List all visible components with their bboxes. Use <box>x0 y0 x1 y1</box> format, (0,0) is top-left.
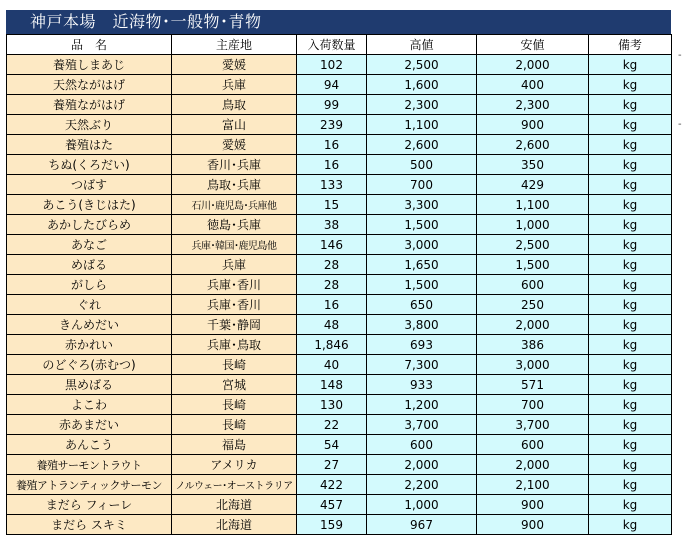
table-row <box>7 415 672 435</box>
low-price-cell: 2,000 <box>477 315 589 335</box>
item-name-cell: 養殖しまあじ <box>7 55 172 75</box>
remarks-cell: kg <box>589 395 672 415</box>
origin-cell: 石川･鹿児島･兵庫他 <box>172 195 297 215</box>
remarks-cell: kg <box>589 55 672 75</box>
table-row <box>7 335 672 355</box>
quantity-cell: 48 <box>297 315 367 335</box>
price-sheet <box>6 10 671 535</box>
quantity-cell: 15 <box>297 195 367 215</box>
quantity-cell: 99 <box>297 95 367 115</box>
item-name-cell: がしら <box>7 275 172 295</box>
origin-cell: 福島 <box>172 435 297 455</box>
quantity-cell: 16 <box>297 135 367 155</box>
origin-cell: アメリカ <box>172 455 297 475</box>
quantity-cell: 16 <box>297 295 367 315</box>
quantity-cell: 16 <box>297 155 367 175</box>
table-row <box>7 215 672 235</box>
item-name-cell: 養殖サーモントラウト <box>7 455 172 475</box>
origin-cell: 兵庫･鳥取 <box>172 335 297 355</box>
quantity-cell: 130 <box>297 395 367 415</box>
low-price-cell: 3,700 <box>477 415 589 435</box>
low-price-cell: 700 <box>477 395 589 415</box>
low-price-cell: 600 <box>477 275 589 295</box>
item-name-cell: まだら スキミ <box>7 515 172 535</box>
origin-cell: 兵庫･香川 <box>172 275 297 295</box>
remarks-cell: kg <box>589 235 672 255</box>
origin-cell: 徳島･兵庫 <box>172 215 297 235</box>
item-name-cell: めばる <box>7 255 172 275</box>
low-price-cell: 571 <box>477 375 589 395</box>
low-price-cell: 2,000 <box>477 455 589 475</box>
quantity-cell: 38 <box>297 215 367 235</box>
item-name-cell: あかしたびらめ <box>7 215 172 235</box>
origin-cell: 長崎 <box>172 395 297 415</box>
remarks-cell: kg <box>589 115 672 135</box>
origin-cell: 兵庫 <box>172 255 297 275</box>
origin-cell: 鳥取 <box>172 95 297 115</box>
item-name-cell: あなご <box>7 235 172 255</box>
low-price-cell: 900 <box>477 495 589 515</box>
origin-cell: 愛媛 <box>172 55 297 75</box>
quantity-cell: 94 <box>297 75 367 95</box>
remarks-cell: kg <box>589 75 672 95</box>
item-name-cell: きんめだい <box>7 315 172 335</box>
remarks-cell: kg <box>589 475 672 495</box>
table-row <box>7 155 672 175</box>
remarks-cell: kg <box>589 155 672 175</box>
header-high-price: 高値 <box>367 35 477 55</box>
high-price-cell: 3,800 <box>367 315 477 335</box>
high-price-cell: 1,000 <box>367 495 477 515</box>
remarks-cell: kg <box>589 215 672 235</box>
high-price-cell: 2,000 <box>367 455 477 475</box>
remarks-cell: kg <box>589 415 672 435</box>
high-price-cell: 650 <box>367 295 477 315</box>
low-price-cell: 2,000 <box>477 55 589 75</box>
high-price-cell: 1,100 <box>367 115 477 135</box>
high-price-cell: 2,300 <box>367 95 477 115</box>
remarks-cell: kg <box>589 495 672 515</box>
low-price-cell: 1,100 <box>477 195 589 215</box>
table-row <box>7 95 672 115</box>
remarks-cell: kg <box>589 455 672 475</box>
high-price-cell: 1,500 <box>367 275 477 295</box>
origin-cell: ノルウェー･オーストラリア <box>172 475 297 495</box>
quantity-cell: 146 <box>297 235 367 255</box>
remarks-cell: kg <box>589 295 672 315</box>
header-row <box>7 35 672 55</box>
high-price-cell: 2,500 <box>367 55 477 75</box>
high-price-cell: 1,600 <box>367 75 477 95</box>
origin-cell: 北海道 <box>172 515 297 535</box>
low-price-cell: 1,000 <box>477 215 589 235</box>
table-row <box>7 195 672 215</box>
side-marks <box>678 50 682 130</box>
remarks-cell: kg <box>589 355 672 375</box>
table-row <box>7 55 672 75</box>
high-price-cell: 1,500 <box>367 215 477 235</box>
quantity-cell: 28 <box>297 255 367 275</box>
item-name-cell: あんこう <box>7 435 172 455</box>
quantity-cell: 422 <box>297 475 367 495</box>
high-price-cell: 967 <box>367 515 477 535</box>
table-row <box>7 475 672 495</box>
low-price-cell: 250 <box>477 295 589 315</box>
high-price-cell: 600 <box>367 435 477 455</box>
origin-cell: 千葉･静岡 <box>172 315 297 335</box>
header-low-price: 安値 <box>477 35 589 55</box>
header-item-name: 品 名 <box>7 35 172 55</box>
quantity-cell: 239 <box>297 115 367 135</box>
low-price-cell: 2,100 <box>477 475 589 495</box>
side-mark: - <box>678 119 682 130</box>
low-price-cell: 600 <box>477 435 589 455</box>
table-row <box>7 235 672 255</box>
quantity-cell: 1,846 <box>297 335 367 355</box>
item-name-cell: 赤かれい <box>7 335 172 355</box>
table-row <box>7 495 672 515</box>
origin-cell: 兵庫･韓国･鹿児島他 <box>172 235 297 255</box>
low-price-cell: 2,300 <box>477 95 589 115</box>
remarks-cell: kg <box>589 95 672 115</box>
remarks-cell: kg <box>589 135 672 155</box>
quantity-cell: 54 <box>297 435 367 455</box>
low-price-cell: 386 <box>477 335 589 355</box>
item-name-cell: 養殖ながはげ <box>7 95 172 115</box>
remarks-cell: kg <box>589 515 672 535</box>
low-price-cell: 400 <box>477 75 589 95</box>
origin-cell: 鳥取･兵庫 <box>172 175 297 195</box>
table-row <box>7 375 672 395</box>
header-quantity: 入荷数量 <box>297 35 367 55</box>
quantity-cell: 40 <box>297 355 367 375</box>
high-price-cell: 2,600 <box>367 135 477 155</box>
origin-cell: 兵庫･香川 <box>172 295 297 315</box>
item-name-cell: 天然ぶり <box>7 115 172 135</box>
origin-cell: 宮城 <box>172 375 297 395</box>
remarks-cell: kg <box>589 335 672 355</box>
high-price-cell: 693 <box>367 335 477 355</box>
origin-cell: 北海道 <box>172 495 297 515</box>
high-price-cell: 3,000 <box>367 235 477 255</box>
remarks-cell: kg <box>589 375 672 395</box>
origin-cell: 香川･兵庫 <box>172 155 297 175</box>
origin-cell: 兵庫 <box>172 75 297 95</box>
low-price-cell: 429 <box>477 175 589 195</box>
header-origin: 主産地 <box>172 35 297 55</box>
origin-cell: 愛媛 <box>172 135 297 155</box>
low-price-cell: 900 <box>477 515 589 535</box>
origin-cell: 長崎 <box>172 355 297 375</box>
low-price-cell: 2,500 <box>477 235 589 255</box>
quantity-cell: 102 <box>297 55 367 75</box>
table-row <box>7 515 672 535</box>
high-price-cell: 2,200 <box>367 475 477 495</box>
table-body <box>7 55 672 535</box>
low-price-cell: 2,600 <box>477 135 589 155</box>
remarks-cell: kg <box>589 195 672 215</box>
remarks-cell: kg <box>589 175 672 195</box>
quantity-cell: 27 <box>297 455 367 475</box>
item-name-cell: のどぐろ(赤むつ) <box>7 355 172 375</box>
table-row <box>7 115 672 135</box>
item-name-cell: 養殖はた <box>7 135 172 155</box>
high-price-cell: 933 <box>367 375 477 395</box>
quantity-cell: 148 <box>297 375 367 395</box>
table-row <box>7 175 672 195</box>
item-name-cell: よこわ <box>7 395 172 415</box>
item-name-cell: 天然ながはげ <box>7 75 172 95</box>
table-row <box>7 75 672 95</box>
item-name-cell: あこう(きじはた) <box>7 195 172 215</box>
item-name-cell: ぐれ <box>7 295 172 315</box>
header-remarks: 備考 <box>589 35 672 55</box>
high-price-cell: 1,200 <box>367 395 477 415</box>
item-name-cell: 赤あまだい <box>7 415 172 435</box>
high-price-cell: 3,300 <box>367 195 477 215</box>
table-row <box>7 295 672 315</box>
low-price-cell: 350 <box>477 155 589 175</box>
item-name-cell: 養殖アトランティックサーモン <box>7 475 172 495</box>
origin-cell: 富山 <box>172 115 297 135</box>
item-name-cell: ちぬ(くろだい) <box>7 155 172 175</box>
table-row <box>7 315 672 335</box>
quantity-cell: 457 <box>297 495 367 515</box>
remarks-cell: kg <box>589 255 672 275</box>
table-row <box>7 275 672 295</box>
sheet-title: 神戸本場 近海物･一般物･青物 <box>6 10 671 34</box>
quantity-cell: 28 <box>297 275 367 295</box>
origin-cell: 長崎 <box>172 415 297 435</box>
table-row <box>7 355 672 375</box>
high-price-cell: 3,700 <box>367 415 477 435</box>
remarks-cell: kg <box>589 275 672 295</box>
low-price-cell: 1,500 <box>477 255 589 275</box>
item-name-cell: まだら フィーレ <box>7 495 172 515</box>
high-price-cell: 500 <box>367 155 477 175</box>
high-price-cell: 7,300 <box>367 355 477 375</box>
side-mark: - <box>678 50 682 61</box>
table-row <box>7 255 672 275</box>
price-table <box>6 34 672 535</box>
high-price-cell: 1,650 <box>367 255 477 275</box>
quantity-cell: 133 <box>297 175 367 195</box>
table-row <box>7 435 672 455</box>
item-name-cell: 黒めばる <box>7 375 172 395</box>
table-row <box>7 135 672 155</box>
low-price-cell: 3,000 <box>477 355 589 375</box>
remarks-cell: kg <box>589 315 672 335</box>
item-name-cell: つばす <box>7 175 172 195</box>
quantity-cell: 22 <box>297 415 367 435</box>
quantity-cell: 159 <box>297 515 367 535</box>
high-price-cell: 700 <box>367 175 477 195</box>
table-row <box>7 455 672 475</box>
table-row <box>7 395 672 415</box>
remarks-cell: kg <box>589 435 672 455</box>
low-price-cell: 900 <box>477 115 589 135</box>
